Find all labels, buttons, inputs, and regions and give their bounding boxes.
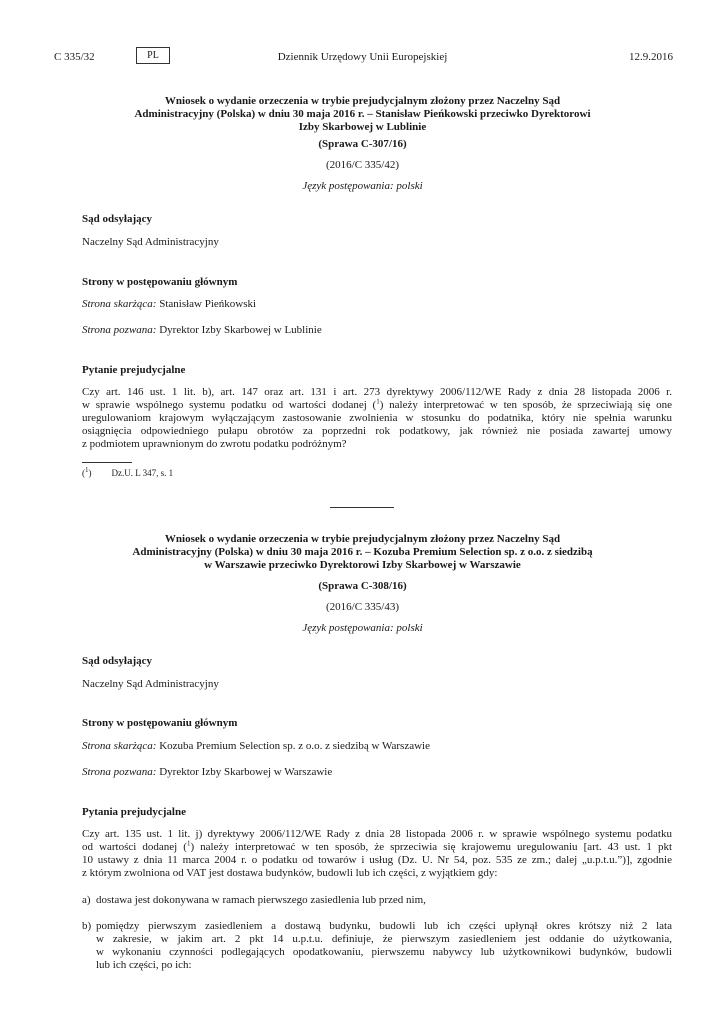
applicant-label: Strona skarżąca: [82, 298, 157, 310]
case2-referring-court: Naczelny Sąd Administracyjny [82, 678, 219, 690]
item-b-text [96, 920, 672, 972]
case1-title-line: Administracyjny (Polska) w dniu 30 maja 2016 r. – Stanisław Pieńkowski przeciwko Dyrektorowi [134, 108, 591, 120]
item-b-label: b) [82, 920, 92, 932]
defendant-name: Dyrektor Izby Skarbowej w Lublinie [156, 324, 322, 336]
case1-question [82, 386, 672, 451]
publication-date: 12.9.2016 [629, 51, 673, 63]
case1-referring-court-heading: Sąd odsyłający [82, 213, 152, 225]
case2-language: Język postępowania: polski [302, 622, 423, 634]
case1-parties-heading: Strony w postępowaniu głównym [82, 276, 238, 288]
case2-title-line: Wniosek o wydanie orzeczenia w trybie prejudycjalnym złożony przez Naczelny Sąd [164, 533, 561, 545]
case1-defendant [82, 324, 672, 337]
language-badge: PL [136, 47, 170, 64]
question-line: Czy art. 135 ust. 1 lit. j) dyrektywy 2006/112/WE Rady z dnia 28 listopada 2006 r. w sprawie wspólnego systemu podatku [82, 828, 672, 840]
case1-question-heading: Pytanie prejudycjalne [82, 364, 186, 376]
case2-questions-heading: Pytania prejudycjalne [82, 806, 186, 818]
question-line-part: od wartości dodanej ( [82, 841, 187, 853]
applicant-label: Strona skarżąca: [82, 740, 157, 752]
footnote-reference[interactable]: 1 [376, 397, 380, 406]
case1-title-line: Wniosek o wydanie orzeczenia w trybie prejudycjalnym złożony przez Naczelny Sąd [164, 95, 561, 107]
question-line [82, 841, 672, 854]
footnote-number: 1 [85, 466, 89, 474]
case1-footnote: ($^1$) Dz.U. L 347, s. 1 [82, 466, 174, 478]
question-line: z podmiotem uprawnionym do zwrotu podatku podróżnym? [82, 438, 347, 450]
item-b-line: w wykonaniu czynności podlegających opodatkowaniu, pierwszemu nabywcy lub użytkownikowi budynków, budowli [96, 946, 672, 958]
case2-referring-court-heading: Sąd odsyłający [82, 655, 152, 667]
case2-defendant [82, 766, 672, 779]
case1-language: Język postępowania: polski [302, 180, 423, 192]
defendant-label: Strona pozwana: [82, 766, 157, 778]
question-line: uregulowaniom krajowym wyłączającym zastosowanie zwolnienia w stosunku do podatnika, który nie spełnia warunku [82, 412, 672, 424]
question-line: 10 ustawy z dnia 11 marca 2004 r. o podatku od towarów i usług (Dz. U. Nr 54, poz. 535 ze zm.; dalej „u.p.t.u.”)], zgodnie [82, 854, 672, 866]
item-a-text: dostawa jest dokonywana w ramach pierwszego zasiedlenia lub przed nim, [96, 894, 426, 906]
section-divider [330, 507, 394, 508]
case2-applicant [82, 740, 672, 753]
case1-title [80, 95, 645, 134]
question-line-part: ) należy interpretować w ten sposób, że sprzeciwiają się one [379, 399, 672, 411]
question-line-part: ) należy interpretować w ten sposób, że sprzeciwia się krajowemu uregulowaniu [art. 43 ust. 1 pkt [190, 841, 673, 853]
case2-number: (Sprawa C-308/16) [318, 580, 407, 592]
case2-title-line: w Warszawie przeciwko Dyrektorowi Izby Skarbowej w Warszawie [204, 559, 521, 571]
case2-question [82, 828, 672, 880]
footnote-reference[interactable]: 1 [186, 839, 191, 848]
case1-applicant [82, 298, 672, 311]
item-b-line: lub ich części, po ich: [96, 959, 192, 971]
question-line: z którym zwolniona od VAT jest dostawa budynków, budowli lub ich części, z wyjątkiem gdy: [82, 867, 498, 879]
journal-title: Dziennik Urzędowy Unii Europejskiej [277, 51, 448, 63]
defendant-label: Strona pozwana: [82, 324, 157, 336]
item-a-label: a) [82, 894, 91, 906]
question-line: Czy art. 146 ust. 1 lit. b), art. 147 oraz art. 131 i art. 273 dyrektywy 2006/112/WE Rady z dnia 28 listopada 2006 r. [82, 386, 672, 398]
question-line-part: w sprawie wspólnego systemu podatku od wartości dodanej ( [82, 399, 377, 411]
footnote-separator [82, 462, 132, 463]
applicant-name: Stanisław Pieńkowski [156, 298, 257, 310]
case2-parties-heading: Strony w postępowaniu głównym [82, 717, 238, 729]
item-b-line: pomiędzy pierwszym zasiedleniem a dostawą budynku, budowli lub ich części upłynął okres krótszy niż 2 lata [96, 920, 672, 932]
case1-title-line: Izby Skarbowej w Lublinie [298, 121, 427, 133]
question-line: osiągnięcia odpowiedniego pułapu obrotów za poprzedni rok podatkowy, jak również nie posiada zawartej umowy [82, 425, 672, 437]
question-line [82, 399, 672, 412]
case1-referring-court: Naczelny Sąd Administracyjny [82, 236, 219, 248]
item-b-line: w zakresie, w jakim art. 2 pkt 14 u.p.t.u. definiuje, że pierwszym zasiedleniem jest oddanie do użytkowania, [96, 933, 672, 945]
defendant-name: Dyrektor Izby Skarbowej w Warszawie [156, 766, 333, 778]
case2-title-line: Administracyjny (Polska) w dniu 30 maja 2016 r. – Kozuba Premium Selection sp. z o.o. z siedzibą [132, 546, 593, 558]
case2-title [80, 533, 645, 572]
case1-number: (Sprawa C-307/16) [318, 138, 407, 150]
case2-oj-reference: (2016/C 335/43) [325, 601, 400, 613]
case1-oj-reference: (2016/C 335/42) [325, 159, 400, 171]
applicant-name: Kozuba Premium Selection sp. z o.o. z siedzibą w Warszawie [156, 740, 430, 752]
page-reference: C 335/32 [54, 51, 95, 63]
footnote-text: Dz.U. L 347, s. 1 [111, 468, 174, 478]
